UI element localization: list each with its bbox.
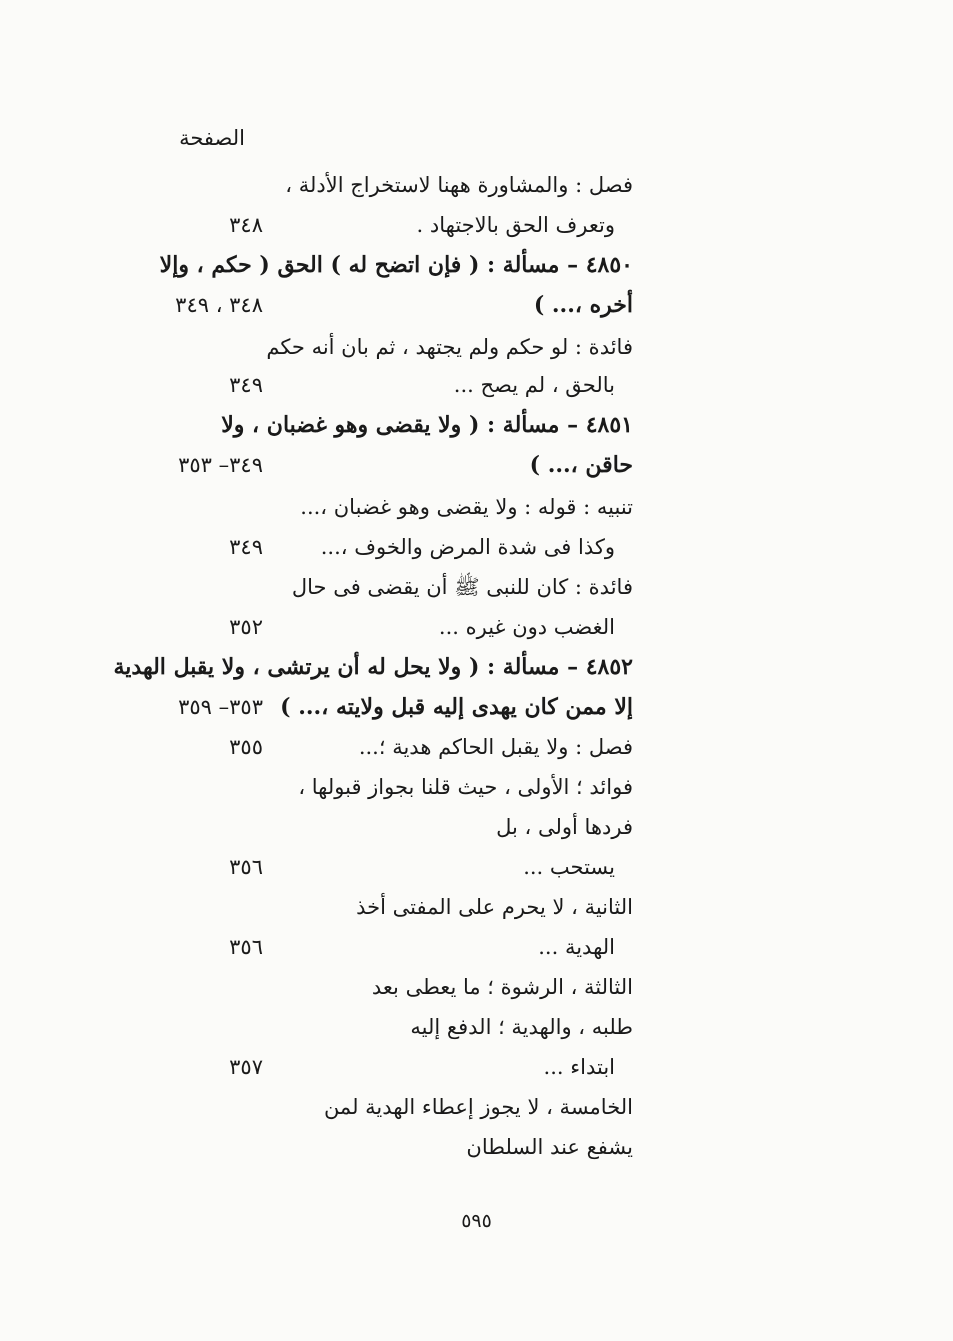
entry-page-ref: ٣٤٨ <box>229 213 263 237</box>
index-entry <box>0 847 953 887</box>
index-entry <box>0 285 953 325</box>
index-entry <box>0 405 953 445</box>
index-entry <box>0 445 953 485</box>
entry-text: ٤٨٥٠ – مسألة : ( فإن اتضح له ) الحق ( حكم ، وإلا <box>159 252 633 278</box>
entry-text: الهدية ... <box>538 935 615 959</box>
entry-text: فوائد ؛ الأولى ، حيث قلنا بجواز قبولها ، <box>298 775 633 799</box>
entry-text: الثانية ، لا يحرم على المفتى أخذ <box>356 895 633 919</box>
entry-page-ref: ٣٤٨ ، ٣٤٩ <box>175 293 263 317</box>
index-entry <box>0 205 953 245</box>
entry-page-ref: ٣٤٩ <box>229 535 263 559</box>
entry-text: ٤٨٥١ – مسألة : ( ولا يقضى وهو غضبان ، ولا <box>221 412 633 438</box>
index-entry <box>0 245 953 285</box>
index-entry <box>0 1087 953 1127</box>
index-entry <box>0 1007 953 1047</box>
index-entry <box>0 327 953 367</box>
entry-page-ref: ٣٥٦ <box>229 935 263 959</box>
entry-text: وتعرف الحق بالاجتهاد . <box>416 213 615 237</box>
entry-text: أخره ،... ) <box>533 292 633 318</box>
entry-text: فائدة : كان للنبى ﷺ أن يقضى فى حال <box>291 575 633 599</box>
entry-text: حاقن ،... ) <box>529 452 633 478</box>
entry-text: يستحب ... <box>523 855 615 879</box>
entry-page-ref: ٣٥٣– ٣٥٩ <box>178 695 263 719</box>
entry-page-ref: ٣٤٩ <box>229 373 263 397</box>
entry-text: فصل : والمشاورة ههنا لاستخراج الأدلة ، <box>285 173 633 197</box>
entry-page-ref: ٣٥٦ <box>229 855 263 879</box>
entry-text: فردها أولى ، بل <box>496 815 633 839</box>
page-number: ٥٩٥ <box>461 1210 492 1232</box>
index-entry <box>0 607 953 647</box>
entry-text: وكذا فى شدة المرض والخوف ،... <box>320 535 615 559</box>
index-entry <box>0 687 953 727</box>
page-column-header: الصفحة <box>179 126 245 150</box>
entry-page-ref: ٣٥٧ <box>229 1055 263 1079</box>
entry-text: فائدة : لو حكم ولم يجتهد ، ثم بان أنه حكم <box>266 335 633 359</box>
index-entry <box>0 647 953 687</box>
entry-text: ابتداء ... <box>543 1055 615 1079</box>
index-entry <box>0 527 953 567</box>
entry-text: طلبه ، والهدية ؛ الدفع إليه <box>410 1015 633 1039</box>
index-entry <box>0 887 953 927</box>
index-entry <box>0 927 953 967</box>
entry-text: الثالثة ، الرشوة ؛ ما يعطى بعد <box>371 975 633 999</box>
index-entry <box>0 165 953 205</box>
entry-text: يشفع عند السلطان <box>466 1135 633 1159</box>
index-entry <box>0 487 953 527</box>
index-entry <box>0 1127 953 1167</box>
index-entry <box>0 967 953 1007</box>
entry-text: فصل : ولا يقبل الحاكم هدية ؛... <box>358 735 633 759</box>
entry-text: ٤٨٥٢ – مسألة : ( ولا يحل له أن يرتشى ، ولا يقبل الهدية <box>113 654 633 680</box>
index-entry <box>0 365 953 405</box>
entry-text: الخامسة ، لا يجوز إعطاء الهدية لمن <box>323 1095 633 1119</box>
entry-page-ref: ٣٤٩– ٣٥٣ <box>178 453 263 477</box>
index-entry <box>0 727 953 767</box>
entry-text: الغضب دون غيره ... <box>438 615 615 639</box>
index-entry <box>0 767 953 807</box>
entry-page-ref: ٣٥٢ <box>229 615 263 639</box>
index-entry <box>0 807 953 847</box>
entry-text: بالحق ، لم يصح ... <box>453 373 615 397</box>
index-entry <box>0 567 953 607</box>
index-entry <box>0 1047 953 1087</box>
entry-text: إلا ممن كان يهدى إليه قبل ولايته ،... ) <box>280 694 633 720</box>
entry-page-ref: ٣٥٥ <box>229 735 263 759</box>
entry-text: تنبيه : قوله : ولا يقضى وهو غضبان ،... <box>300 495 633 519</box>
